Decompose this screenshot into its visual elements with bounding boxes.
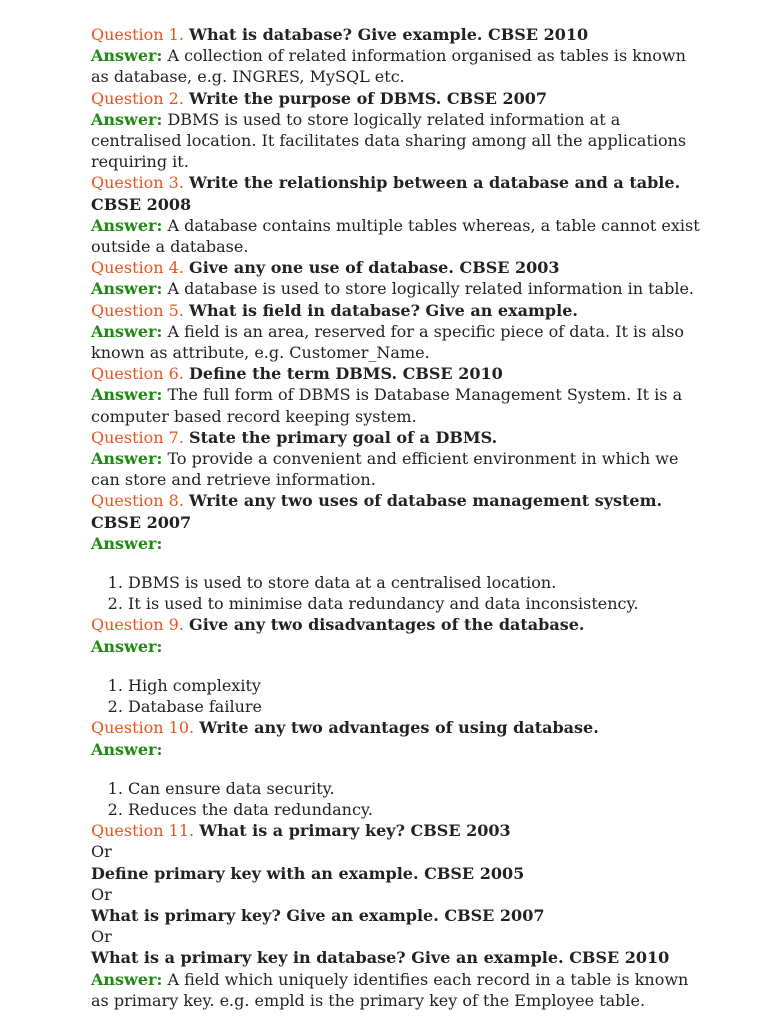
question-10 <box>91 717 701 738</box>
question-text: Define the term DBMS. CBSE 2010 <box>189 364 503 384</box>
answer-label: Answer: <box>91 385 163 405</box>
question-label: Question 2. <box>91 88 184 108</box>
answer-label: Answer: <box>91 215 163 235</box>
question-text: What is database? Give example. CBSE 2010 <box>189 25 589 44</box>
alt-question: Define primary key with an example. CBSE 2005 <box>91 863 525 883</box>
question-text: Give any two disadvantages of the database. <box>189 615 585 635</box>
answer-text: A field which uniquely identifies each record in a table is known as primary key. e.g. empld is the primary key of the Employee table. <box>91 969 689 1010</box>
question-label: Question 8. <box>91 491 184 511</box>
answer-8 <box>91 533 701 554</box>
list-item: 2. Reduces the data redundancy. <box>128 799 701 820</box>
answer-8-list <box>91 572 701 614</box>
question-text: What is a primary key? CBSE 2003 <box>199 821 511 841</box>
answer-5 <box>91 321 701 363</box>
alt-question: What is primary key? Give an example. CBSE 2007 <box>91 905 545 925</box>
question-label: Question 10. <box>91 718 195 738</box>
answer-7 <box>91 448 701 490</box>
question-4 <box>91 257 701 278</box>
question-9 <box>91 614 701 635</box>
question-7 <box>91 427 701 448</box>
answer-text: DBMS is used to store logically related information at a centralised location. It facilitates data sharing among all the applications requiring it. <box>91 109 687 172</box>
list-item: 2. Database failure <box>128 696 701 717</box>
list-item: 1. DBMS is used to store data at a centralised location. <box>128 572 701 593</box>
or-separator: Or <box>91 927 112 947</box>
answer-text: The full form of DBMS is Database Management System. It is a computer based record keeping system. <box>91 385 683 426</box>
question-label: Question 3. <box>91 173 184 193</box>
question-text: State the primary goal of a DBMS. <box>189 427 498 447</box>
question-label: Question 6. <box>91 364 184 384</box>
answer-10-list <box>91 778 701 820</box>
question-label: Question 7. <box>91 427 184 447</box>
question-8 <box>91 490 701 532</box>
question-label: Question 4. <box>91 258 184 278</box>
question-text: Write the relationship between a database and a table. CBSE 2008 <box>91 173 681 214</box>
question-label: Question 5. <box>91 300 184 320</box>
answer-label: Answer: <box>91 449 163 469</box>
question-text: Write the purpose of DBMS. CBSE 2007 <box>189 88 548 108</box>
question-1 <box>91 24 701 45</box>
or-separator: Or <box>91 842 112 862</box>
answer-9 <box>91 636 701 657</box>
question-label: Question 11. <box>91 821 195 841</box>
answer-6 <box>91 384 701 426</box>
answer-label: Answer: <box>91 533 163 553</box>
question-3 <box>91 172 701 214</box>
answer-label: Answer: <box>91 636 163 656</box>
question-text: What is field in database? Give an example. <box>189 300 578 320</box>
answer-label: Answer: <box>91 739 163 759</box>
question-5 <box>91 300 701 321</box>
answer-11 <box>91 969 701 1011</box>
question-6 <box>91 363 701 384</box>
answer-label: Answer: <box>91 46 163 66</box>
answer-label: Answer: <box>91 109 163 129</box>
answer-label: Answer: <box>91 321 163 341</box>
question-11 <box>91 820 701 841</box>
answer-9-list <box>91 675 701 717</box>
alt-question: What is a primary key in database? Give an example. CBSE 2010 <box>91 948 670 968</box>
answer-3 <box>91 215 701 257</box>
or-separator: Or <box>91 884 112 904</box>
answer-label: Answer: <box>91 279 163 299</box>
answer-text: A database contains multiple tables whereas, a table cannot exist outside a database. <box>91 215 700 257</box>
question-text: Write any two uses of database management system. CBSE 2007 <box>91 491 663 532</box>
question-2 <box>91 88 701 109</box>
list-item: 1. High complexity <box>128 675 701 696</box>
qa-document <box>91 24 701 1011</box>
answer-4 <box>91 278 701 299</box>
question-label: Question 9. <box>91 615 184 635</box>
question-text: Give any one use of database. CBSE 2003 <box>189 258 560 278</box>
answer-text: A collection of related information organised as tables is known as database, e.g. INGRES, MySQL etc. <box>91 46 686 87</box>
answer-text: A database is used to store logically related information in table. <box>167 279 694 299</box>
answer-2 <box>91 109 701 173</box>
question-text: Write any two advantages of using database. <box>199 718 599 738</box>
answer-1 <box>91 45 701 87</box>
list-item: 2. It is used to minimise data redundancy and data inconsistency. <box>128 593 701 614</box>
answer-label: Answer: <box>91 969 163 989</box>
answer-text: To provide a convenient and efficient environment in which we can store and retrieve information. <box>91 449 679 490</box>
list-item: 1. Can ensure data security. <box>128 778 701 799</box>
answer-text: A field is an area, reserved for a specific piece of data. It is also known as attribute, e.g. Customer_Name. <box>91 321 684 363</box>
question-label: Question 1. <box>91 25 184 44</box>
answer-10 <box>91 739 701 760</box>
